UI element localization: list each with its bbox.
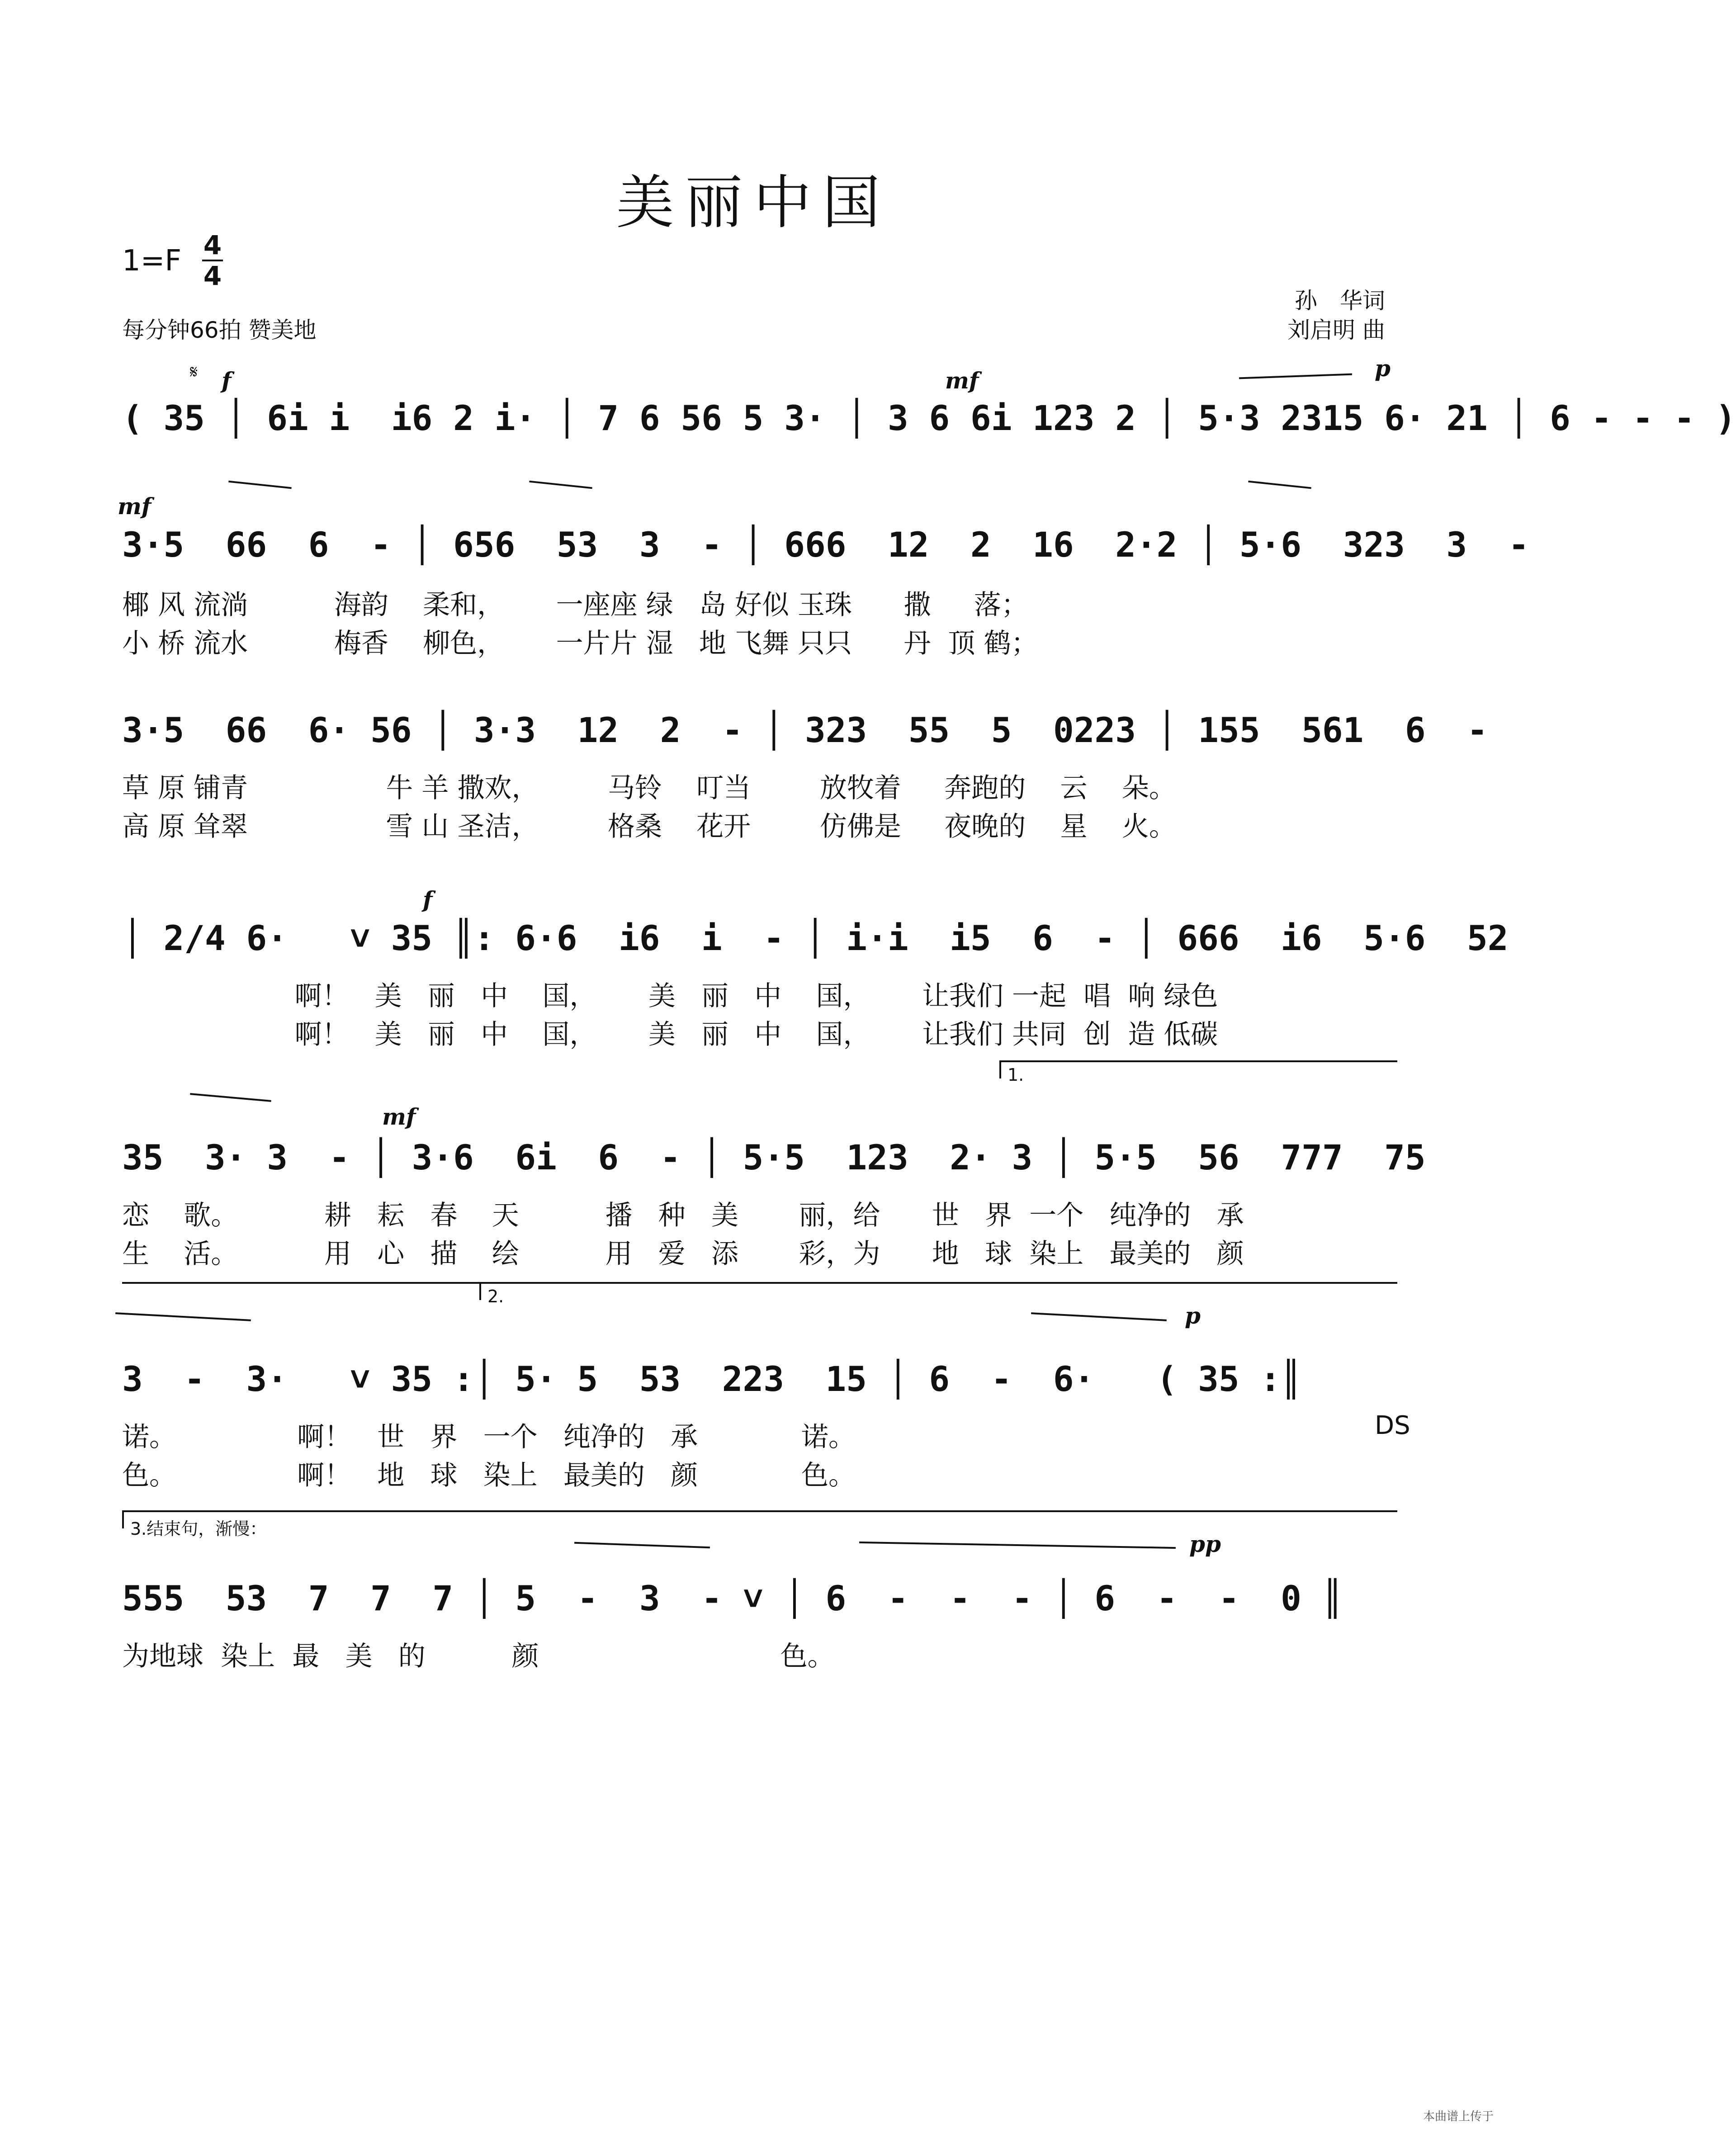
decrescendo-hairpin [228, 481, 292, 489]
lyric-line-4b: 啊！ 美 丽 中 国， 美 丽 中 国， 让我们 共同 创 造 低碳 [122, 1019, 1218, 1050]
tempo-marking: 每分钟66拍 赞美地 [122, 317, 317, 343]
dynamic-mf-section: mf [382, 1103, 416, 1130]
decrescendo-hairpin [1031, 1312, 1167, 1321]
dal-segno-mark: DS [1375, 1411, 1410, 1440]
dynamic-f-intro: f [222, 367, 232, 394]
time-signature-bottom: 4 [203, 260, 222, 291]
volta-2-label: 2. [487, 1286, 504, 1306]
dynamic-p-ending: p [1185, 1302, 1201, 1329]
notation-line-6: 3 - 3· ˅ 35 :│ 5· 5 53 223 15 │ 6 - 6· ( 35 :║ [122, 1359, 1301, 1399]
segno-sign: 𝄋 [190, 362, 198, 383]
decrescendo-hairpin [190, 1093, 271, 1102]
notation-line-4: │ 2/4 6· ˅ 35 ║: 6·6 i6 i - │ i·i i5 6 - │ 666 i6 5·6 52 [122, 918, 1509, 958]
decrescendo-hairpin [1248, 481, 1311, 489]
page-title: 美丽中国 [616, 169, 891, 236]
dynamic-pp-ending: pp [1189, 1531, 1221, 1557]
volta-bracket-3 [122, 1510, 1397, 1539]
time-signature-top: 4 [203, 230, 222, 260]
lyric-line-3a: 草 原 铺青 牛 羊 撒欢， 马铃 叮当 放牧着 奔跑的 云 朵。 [122, 772, 1176, 804]
lyric-line-6b: 色。 啊！ 地 球 染上 最美的 颜 色。 [122, 1460, 856, 1491]
composer-credit: 刘启明 曲 [1287, 317, 1385, 343]
dynamic-mf-verse: mf [118, 493, 151, 520]
notation-line-1: ( 35 │ 6i i i6 2 i· │ 7 6 56 5 3· │ 3 6 6i 123 2 │ 5·3 2315 6· 21 │ 6 - - - ) [122, 398, 1736, 438]
decrescendo-hairpin [115, 1312, 251, 1321]
decrescendo-hairpin [1239, 374, 1352, 379]
lyricist-credit: 孙 华词 [1295, 288, 1385, 314]
lyric-line-3b: 高 原 耸翠 雪 山 圣洁， 格桑 花开 仿佛是 夜晚的 星 火。 [122, 811, 1176, 842]
dynamic-mf-intro: mf [945, 367, 979, 394]
notation-line-3: 3·5 66 6· 56 │ 3·3 12 2 - │ 323 55 5 0223 │ 155 561 6 - [122, 710, 1488, 750]
lyric-line-6a: 诺。 啊！ 世 界 一个 纯净的 承 诺。 [122, 1421, 856, 1453]
volta-3-label: 3.结束句，渐慢： [130, 1519, 267, 1539]
lyric-line-2a: 椰 风 流淌 海韵 柔和， 一座座 绿 岛 好似 玉珠 撒 落； [122, 589, 1028, 621]
upload-watermark: 本曲谱上传于 [1423, 2110, 1494, 2124]
lyric-line-2b: 小 桥 流水 梅香 柳色， 一片片 湿 地 飞舞 只只 丹 顶 鹤； [122, 628, 1038, 659]
lyric-line-5a: 恋 歌。 耕 耘 春 天 播 种 美 丽，给 世 界 一个 纯净的 承 [122, 1200, 1244, 1231]
decrescendo-hairpin [529, 481, 592, 489]
volta-1-label: 1. [1008, 1065, 1024, 1085]
decrescendo-hairpin [859, 1542, 1176, 1549]
time-signature [199, 231, 226, 290]
volta-bracket-1 [999, 1060, 1397, 1085]
decrescendo-hairpin [574, 1542, 710, 1548]
volta-bracket-2 [479, 1282, 1397, 1306]
dynamic-f-chorus: f [423, 886, 433, 913]
notation-line-5: 35 3· 3 - │ 3·6 6i 6 - │ 5·5 123 2· 3 │ 5·5 56 777 75 [122, 1137, 1426, 1178]
notation-line-2: 3·5 66 6 - │ 656 53 3 - │ 666 12 2 16 2·2 │ 5·6 323 3 - [122, 525, 1529, 565]
lyric-line-7: 为地球 染上 最 美 的 颜 色。 [122, 1641, 835, 1672]
lyric-line-5b: 生 活。 用 心 描 绘 用 爱 添 彩，为 地 球 染上 最美的 颜 [122, 1238, 1244, 1270]
dynamic-p-intro: p [1375, 355, 1391, 382]
volta-bracket-1-cont [122, 1282, 479, 1300]
key-signature: 1=F [122, 244, 182, 278]
lyric-line-4a: 啊！ 美 丽 中 国， 美 丽 中 国， 让我们 一起 唱 响 绿色 [122, 980, 1218, 1012]
notation-line-7: 555 53 7 7 7 │ 5 - 3 - ˅ │ 6 - - - │ 6 - - 0 ║ [122, 1578, 1343, 1618]
